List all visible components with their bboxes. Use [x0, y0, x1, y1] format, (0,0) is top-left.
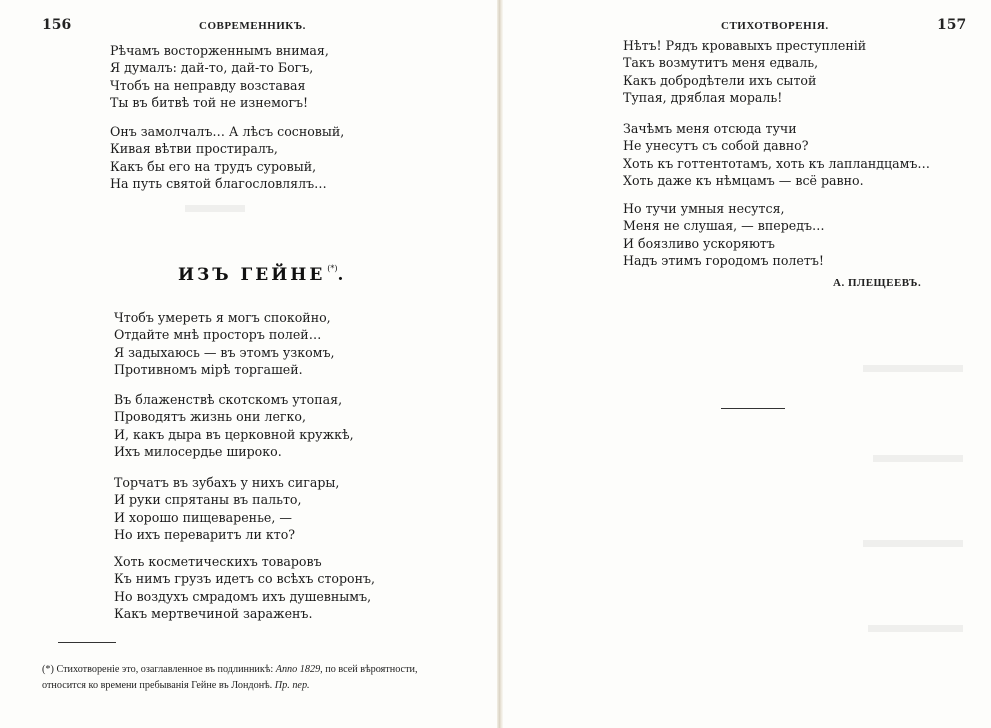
page-number-right: 157 [937, 17, 967, 33]
verse-line: На путь святой благословлялъ… [110, 176, 327, 192]
heine-stanza-1 [114, 309, 334, 379]
verse-line: Но тучи умныя несутся, [623, 201, 785, 216]
bleed-through-mark [873, 455, 963, 462]
poem-title-period: . [337, 265, 347, 285]
verse-line: Какъ бы его на трудъ суровый, [110, 158, 317, 174]
verse-line: Я задыхаюсь — въ этомъ узкомъ, [114, 344, 335, 360]
verse-line: Хоть косметическихъ товаровъ [114, 554, 322, 569]
heine-stanza-3 [114, 474, 339, 544]
verse-line: Нѣтъ! Рядъ кровавыхъ преступленій [623, 38, 867, 53]
verse-line: И руки спрятаны въ пальто, [114, 492, 302, 508]
footnote [42, 662, 442, 694]
verse-line: Хоть къ готтентотамъ, хоть къ лапландцамъ… [623, 155, 931, 171]
footnote-mark: (*) [42, 664, 54, 675]
bleed-through-mark [863, 540, 963, 547]
verse-line: Такъ возмутитъ меня едваль, [623, 55, 819, 71]
heine-stanza-4 [114, 553, 375, 623]
stanza-1 [110, 42, 329, 112]
footnote-translator: Пр. пер. [274, 680, 310, 691]
verse-line: Зачѣмъ меня отсюда тучи [623, 121, 797, 136]
poem-title-text: ИЗЪ ГЕЙНЕ [178, 265, 326, 285]
verse-line: Онъ замолчалъ… А лѣсъ сосновый, [110, 124, 345, 139]
verse-line: Торчатъ въ зубахъ у нихъ сигары, [114, 475, 340, 490]
right-stanza-1 [623, 37, 866, 107]
right-stanza-2 [623, 120, 930, 190]
verse-line: И боязливо ускоряютъ [623, 235, 775, 251]
bleed-through-mark [868, 625, 963, 632]
footnote-text-before: Стихотвореніе это, озаглавленное въ подлинникѣ: [56, 664, 274, 675]
poem-title [178, 264, 346, 285]
verse-line: Кивая вѣтви простиралъ, [110, 141, 278, 157]
verse-line: Хоть даже къ нѣмцамъ — всё равно. [623, 173, 864, 189]
verse-line: И, какъ дыра въ церковной кружкѣ, [114, 426, 354, 442]
footnote-italic-title: Anno 1829, [275, 664, 323, 675]
footnote-text-after: по всей вѣроятности, относится ко времени пребыванія Гейне въ Лондонѣ. [42, 664, 418, 691]
verse-line: Рѣчамъ восторженнымъ внимая, [110, 43, 329, 58]
running-head-right: СТИХОТВОРЕНІЯ. [721, 20, 829, 32]
right-stanza-3 [623, 200, 825, 270]
verse-line: Проводятъ жизнь они легко, [114, 409, 306, 425]
verse-line: Къ нимъ грузъ идетъ со всѣхъ сторонъ, [114, 571, 376, 587]
verse-line: Но воздухъ смрадомъ ихъ душевнымъ, [114, 588, 372, 604]
heine-stanza-2 [114, 391, 354, 461]
verse-line: Отдайте мнѣ просторъ полей… [114, 327, 322, 343]
author-signature: А. ПЛЕЩЕЕВЪ. [833, 277, 922, 289]
verse-line: Надъ этимъ городомъ полетъ! [623, 253, 824, 269]
footnote-rule [58, 642, 116, 643]
verse-line: Ты въ битвѣ той не изнемогъ! [110, 95, 309, 111]
verse-line: Чтобъ на неправду возставая [110, 77, 306, 93]
verse-line: Какъ мертвечиной зараженъ. [114, 606, 313, 622]
verse-line: И хорошо пищеваренье, — [114, 509, 292, 525]
verse-line: Какъ добродѣтели ихъ сытой [623, 72, 817, 88]
verse-line: Я думалъ: дай-то, дай-то Богъ, [110, 60, 314, 76]
verse-line: Но ихъ переваритъ ли кто? [114, 527, 296, 543]
verse-line: Чтобъ умереть я могъ спокойно, [114, 310, 331, 325]
verse-line: Ихъ милосердье широко. [114, 444, 282, 460]
verse-line: Тупая, дряблая мораль! [623, 90, 783, 106]
right-page [503, 0, 991, 728]
footnote-marker: (*) [327, 264, 338, 273]
end-rule [721, 408, 785, 409]
bleed-through-mark [185, 205, 245, 212]
stanza-2 [110, 123, 344, 193]
running-head-left: СОВРЕМЕННИКЪ. [199, 20, 306, 32]
verse-line: Не унесутъ съ собой давно? [623, 138, 809, 154]
verse-line: Меня не слушая, — впередъ… [623, 218, 825, 234]
verse-line: Въ блаженствѣ скотскомъ утопая, [114, 392, 343, 407]
verse-line: Противномъ мірѣ торгашей. [114, 362, 303, 378]
bleed-through-mark [863, 365, 963, 372]
page-number-left: 156 [42, 17, 72, 33]
